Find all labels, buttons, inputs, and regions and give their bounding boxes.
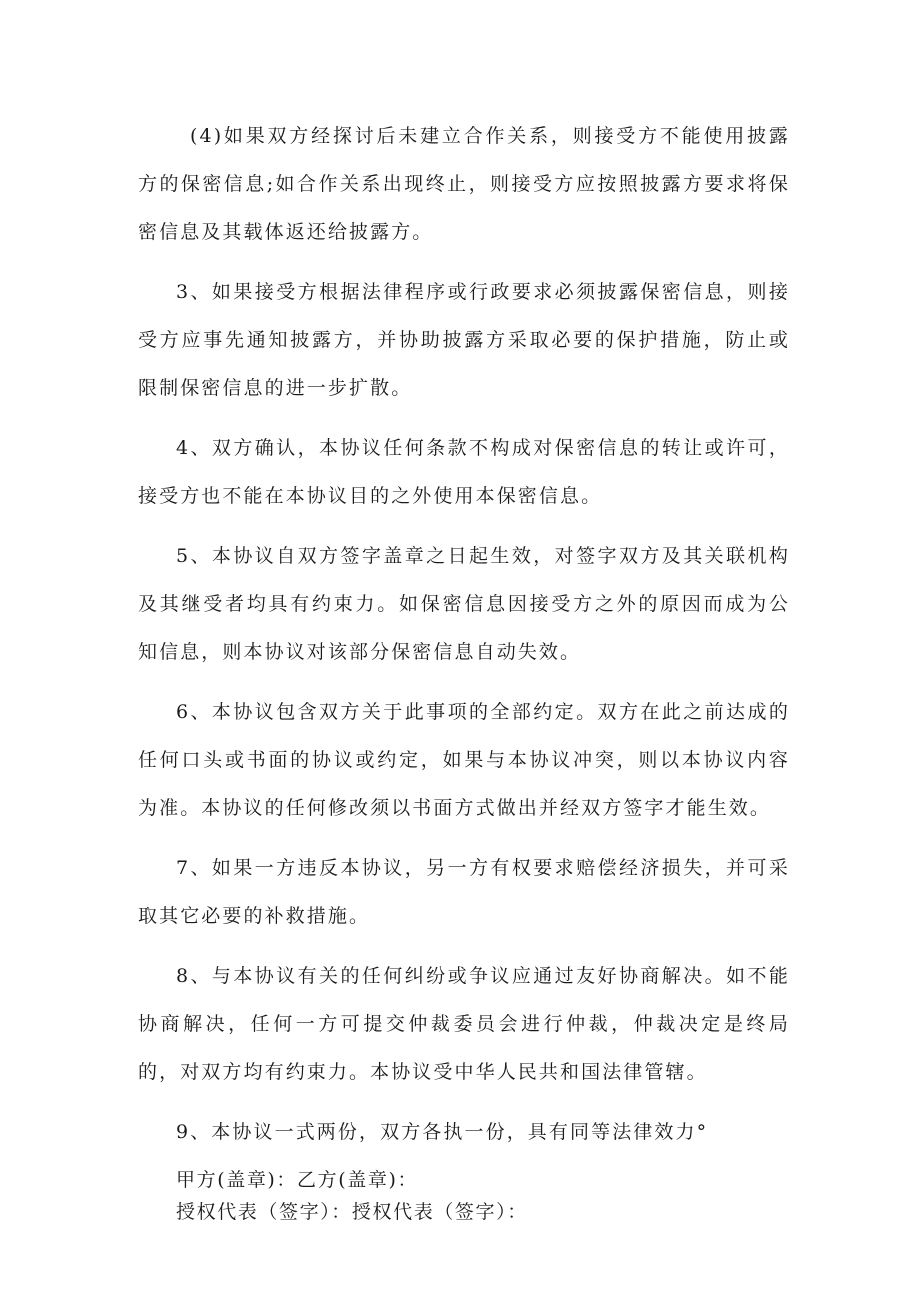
paragraph-clause-3: 3、如果接受方根据法律程序或行政要求必须披露保密信息，则接受方应事先通知披露方，并协助披露方采取必要的保护措施，防止或限制保密信息的进一步扩散。 — [138, 281, 790, 399]
paragraph-clause-8: 8、与本协议有关的任何纠纷或争议应通过友好协商解决。如不能协商解决，任何一方可提交仲裁委员会进行仲裁，仲裁决定是终局的，对双方均有约束力。本协议受中华人民共和国法律管辖。 — [138, 965, 790, 1083]
paragraph-clause-4: 4、双方确认，本协议任何条款不构成对保密信息的转让或许可，接受方也不能在本协议目的之外使用本保密信息。 — [138, 437, 790, 507]
representative-line: 授权代表（签字）：授权代表（签字）： — [176, 1201, 528, 1223]
paragraph-clause-9: 9、本协议一式两份，双方各执一份，具有同等法律效力° — [176, 1121, 709, 1143]
seal-line: 甲方(盖章)：乙方(盖章)： — [176, 1169, 419, 1191]
document-page — [138, 112, 790, 1228]
paragraph-clause-5: 5、本协议自双方签字盖章之日起生效，对签字双方及其关联机构及其继受者均具有约束力。如保密信息因接受方之外的原因而成为公知信息，则本协议对该部分保密信息自动失效。 — [138, 545, 790, 663]
paragraph-clause-6: 6、本协议包含双方关于此事项的全部约定。双方在此之前达成的任何口头或书面的协议或约定，如果与本协议冲突，则以本协议内容为准。本协议的任何修改须以书面方式做出并经双方签字才能生效。 — [138, 701, 790, 819]
paragraph-clause-4-sub: (4)如果双方经探讨后未建立合作关系，则接受方不能使用披露方的保密信息;如合作关系出现终止，则接受方应按照披露方要求将保密信息及其载体返还给披露方。 — [138, 125, 790, 243]
signature-block — [138, 1164, 790, 1228]
paragraph-clause-7: 7、如果一方违反本协议，另一方有权要求赔偿经济损失，并可采取其它必要的补救措施。 — [138, 857, 790, 927]
